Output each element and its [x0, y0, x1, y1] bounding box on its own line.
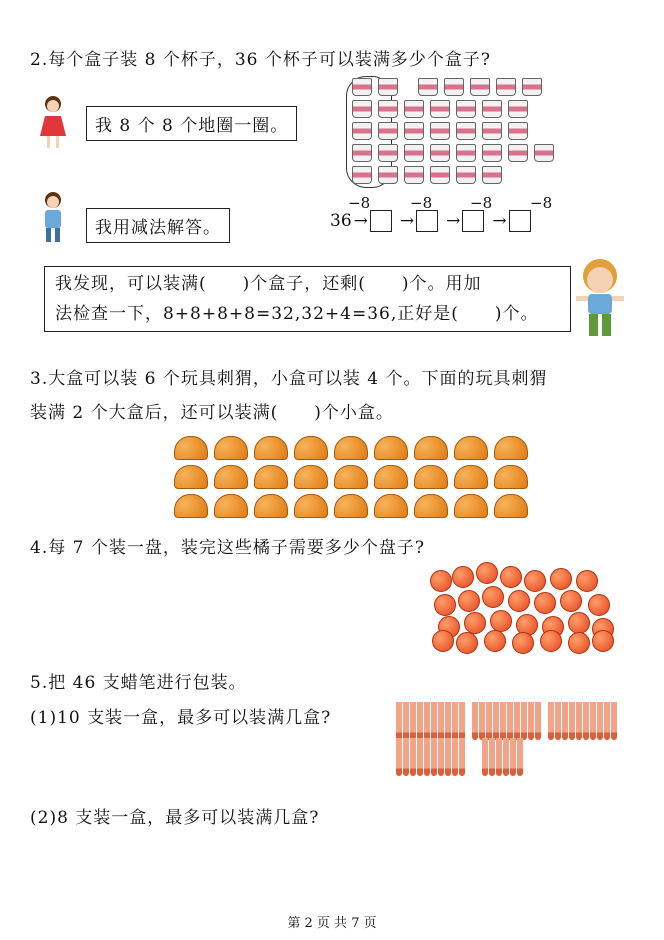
boy-speech-bubble — [44, 266, 571, 332]
question-3-line2: 装满 2 个大盒后，还可以装满( )个小盒。 — [30, 403, 394, 423]
question-2-title: 2.每个盒子装 8 个杯子，36 个杯子可以装满多少个盒子? — [30, 50, 491, 70]
crayons-picture — [394, 700, 634, 772]
boy-bubble-line2: 法检查一下，8+8+8+8=32,32+4=36,正好是( )个。 — [55, 304, 539, 324]
girl-figure — [36, 94, 70, 152]
oranges-picture — [428, 560, 614, 652]
minus-label: −8 — [348, 194, 371, 212]
answer-box[interactable] — [509, 210, 531, 232]
answer-box[interactable] — [416, 210, 438, 232]
girl-figure-2 — [38, 190, 68, 246]
boy-figure — [572, 256, 628, 340]
minus-label: −8 — [530, 194, 553, 212]
question-4-title: 4.每 7 个装一盘，装完这些橘子需要多少个盘子? — [30, 538, 425, 558]
girl2-speech-bubble: 我用减法解答。 — [86, 208, 230, 243]
minus-label: −8 — [470, 194, 493, 212]
answer-box[interactable] — [370, 210, 392, 232]
question-5-sub2: (2)8 支装一盒，最多可以装满几盒? — [30, 808, 320, 828]
minus-label: −8 — [410, 194, 433, 212]
page-footer: 第 2 页 共 7 页 — [287, 916, 377, 931]
question-5-sub1: (1)10 支装一盒，最多可以装满几盒? — [30, 708, 332, 728]
question-5-title: 5.把 46 支蜡笔进行包装。 — [30, 673, 247, 693]
subtraction-chain: −8 −8 −8 −8 36 → → → → — [330, 194, 553, 231]
cups-picture — [350, 72, 550, 192]
boy-bubble-line1: 我发现，可以装满( )个盒子，还剩( )个。用加 — [55, 274, 482, 294]
start-number: 36 — [330, 211, 352, 231]
answer-box[interactable] — [462, 210, 484, 232]
girl-speech-bubble: 我 8 个 8 个地圈一圈。 — [86, 106, 297, 141]
question-3-line1: 3.大盒可以装 6 个玩具刺猬，小盒可以装 4 个。下面的玩具刺猬 — [30, 369, 548, 389]
